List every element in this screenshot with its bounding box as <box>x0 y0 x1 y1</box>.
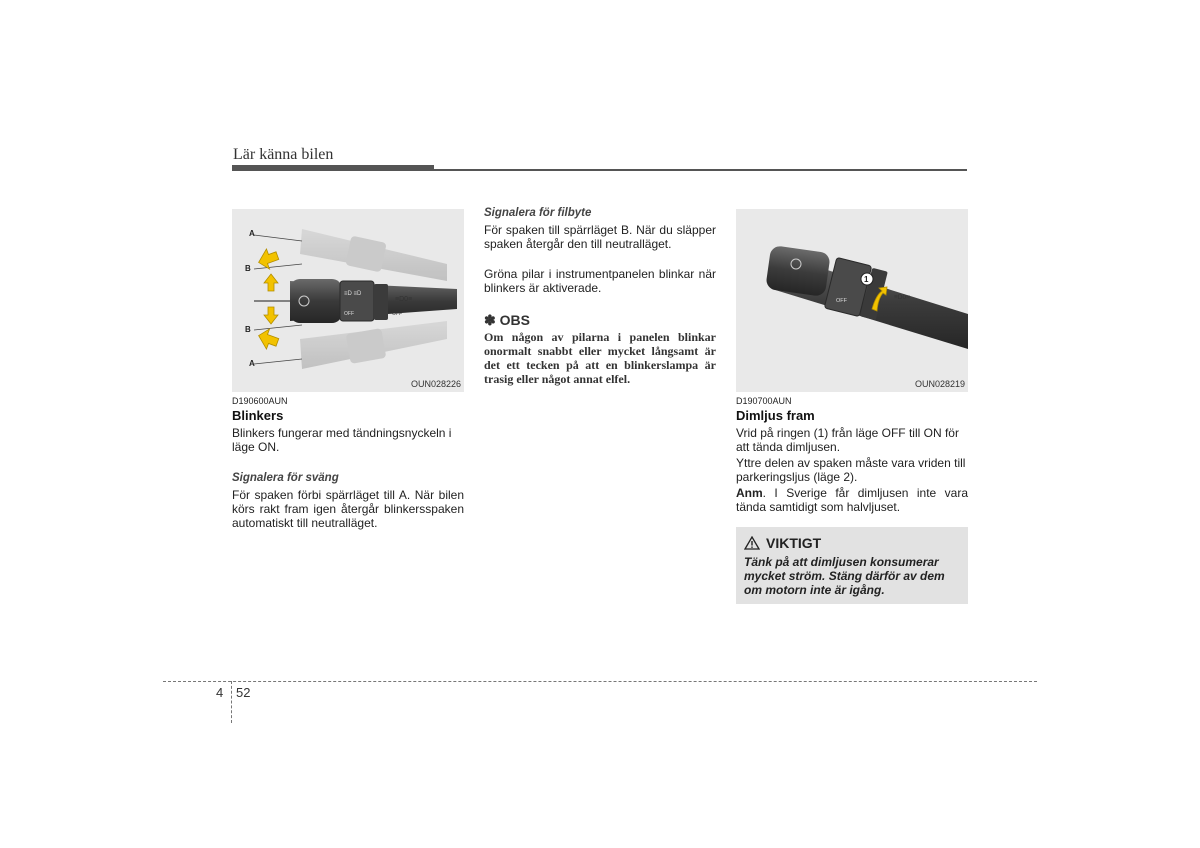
warning-box <box>736 527 968 604</box>
heading-fog-lights: Dimljus fram <box>736 408 815 423</box>
label-b-bottom: B <box>245 325 251 334</box>
chapter-number: 4 <box>216 685 224 700</box>
svg-text:OFF: OFF <box>344 311 354 317</box>
arrow-icons <box>255 246 281 352</box>
warning-title: VIKTIGT <box>766 535 822 551</box>
blinkers-intro: Blinkers fungerar med tändningsnyckeln i läge ON. <box>232 426 452 454</box>
label-b-top: B <box>245 264 251 273</box>
warning-triangle-icon <box>744 536 760 550</box>
fog-light-lever-illustration <box>736 209 968 392</box>
svg-text:1: 1 <box>864 275 869 284</box>
green-arrows-text: Gröna pilar i instrumentpanelen blinkar när blinkers är aktiverade. <box>484 267 716 295</box>
figure-code: OUN028226 <box>410 379 461 389</box>
obs-title: ✽ OBS <box>484 312 530 328</box>
svg-text:≡D0≡: ≡D0≡ <box>395 296 413 303</box>
lane-change-text: För spaken till spärrläget B. När du släpper spaken återgår den till neutralläget. <box>484 223 716 251</box>
doc-code-right: D190700AUN <box>736 396 792 406</box>
label-a-bottom: A <box>249 359 255 368</box>
heading-blinkers: Blinkers <box>232 408 284 423</box>
obs-text: Om någon av pilarna i panelen blinkar onormalt snabbt eller mycket långsamt är det ett tecken på att en blinkerslampa är trasig eller något annat elfel. <box>484 330 716 386</box>
warning-header <box>744 535 821 551</box>
figure-code-right: OUN028219 <box>914 379 965 389</box>
subheading-lane-change: Signalera för filbyte <box>484 207 592 219</box>
header-rule <box>232 169 967 171</box>
arrow-up-left-icon <box>255 246 281 272</box>
lever-ghost-up <box>300 229 447 281</box>
fog-light-figure <box>736 209 968 392</box>
turn-signal-lever-illustration <box>232 209 464 392</box>
label-a-top: A <box>249 229 255 238</box>
fog-note <box>736 486 968 514</box>
lever-ghost-down <box>300 321 447 369</box>
fog-text-2: Yttre delen av spaken måste vara vriden till parkeringsljus (läge 2). <box>736 456 966 484</box>
warning-text: Tänk på att dimljusen konsumerar mycket ström. Stäng därför av dem om motorn inte är igång. <box>744 555 945 597</box>
svg-text:≡D ≡D: ≡D ≡D <box>344 291 362 297</box>
doc-code: D190600AUN <box>232 396 288 406</box>
note-label: Anm <box>736 486 763 500</box>
arrow-down-left-icon <box>255 326 281 352</box>
turn-signal-figure <box>232 209 464 392</box>
page-number: 52 <box>236 685 251 700</box>
subheading-turn: Signalera för sväng <box>232 472 339 484</box>
section-title: Lär känna bilen <box>233 146 334 163</box>
svg-text:OFF: OFF <box>836 298 847 304</box>
turn-text: För spaken förbi spärrläget till A. När bilen körs rakt fram igen återgår blinkersspaken automatiskt till neutralläget. <box>232 488 464 530</box>
footer-divider <box>231 681 232 723</box>
svg-text:≡D0≡: ≡D0≡ <box>894 294 910 301</box>
lever-main <box>290 279 457 323</box>
note-text: . I Sverige får dimljusen inte vara tända samtidigt som halvljuset. <box>736 486 968 514</box>
fog-text-1: Vrid på ringen (1) från läge OFF till ON för att tända dimljusen. <box>736 426 959 454</box>
arrow-down-icon <box>264 307 278 324</box>
arrow-up-icon <box>264 274 278 291</box>
footer-rule <box>163 681 1037 682</box>
svg-text:OFF: OFF <box>392 311 402 317</box>
